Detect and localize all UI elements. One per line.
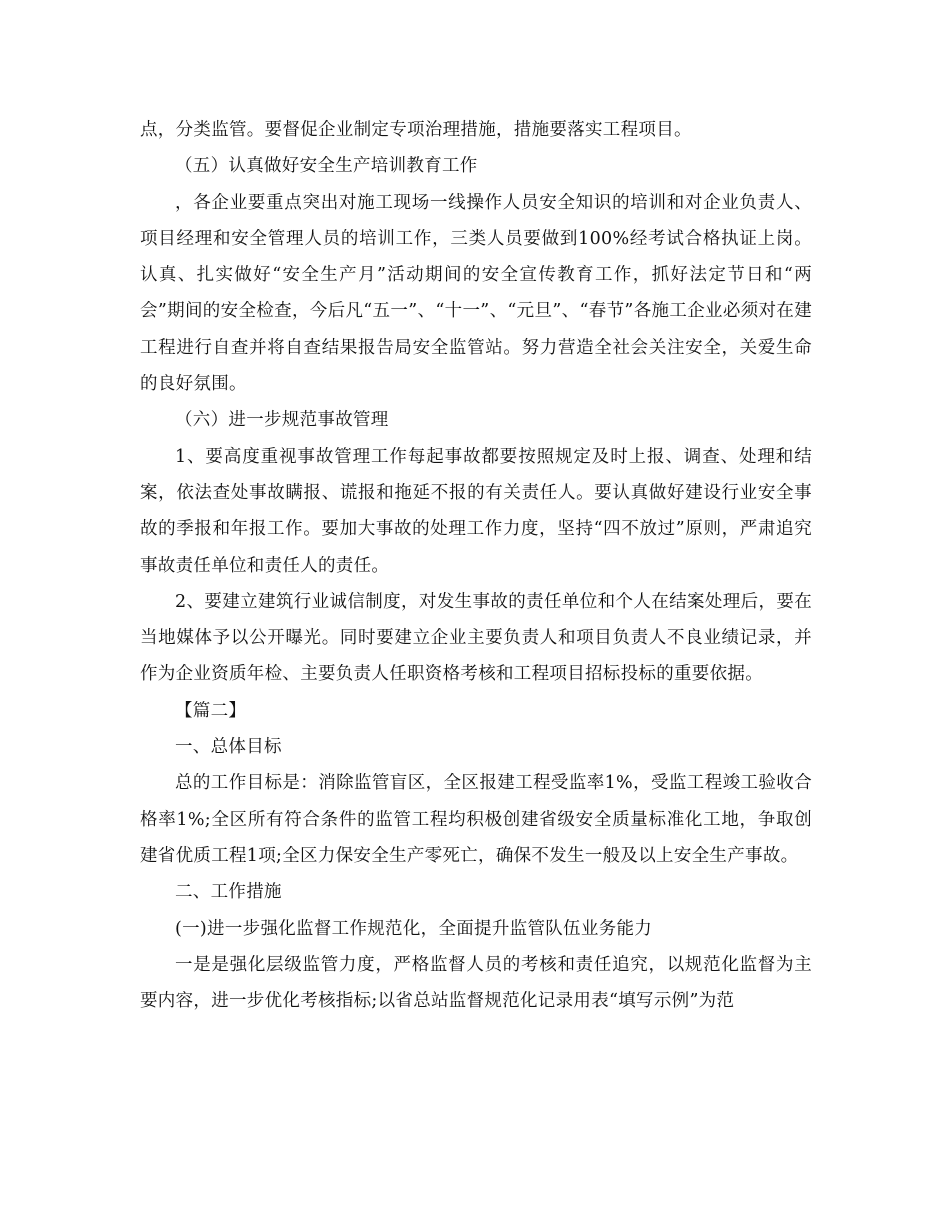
section-heading-six: （六）进一步规范事故管理	[175, 410, 389, 431]
paragraph-goals: 总的工作目标是：消除监管盲区，全区报建工程受监率1%，受监工程竣工验收合格率1%;全区所有符合条件的监管工程均积极创建省级安全质量标准化工地，争取创建省优质工程1项;全区力保安全生产零死亡，确保不发生一般及以上安全生产事故。	[140, 773, 812, 866]
part-two-heading: 【篇二】	[175, 700, 247, 721]
paragraph-accident-2: 2、要建立建筑行业诚信制度，对发生事故的责任单位和个人在结案处理后，要在当地媒体予以公开曝光。同时要建立企业主要负责人和项目负责人不良业绩记录，并作为企业资质年检、主要负责人任职资格考核和工程项目招标投标的重要依据。	[140, 591, 812, 685]
paragraph-accident-1: 1、要高度重视事故管理工作每起事故都要按照规定及时上报、调查、处理和结案，依法查处事故瞒报、谎报和拖延不报的有关责任人。要认真做好建设行业安全事故的季报和年报工作。要加大事故的处理工作力度，坚持“四不放过”原则，严肃追究事故责任单位和责任人的责任。	[140, 446, 812, 576]
paragraph-1: 点，分类监管。要督促企业制定专项治理措施，措施要落实工程项目。	[140, 120, 692, 140]
paragraph-measures-1: 一是是强化层级监管力度，严格监督人员的考核和责任追究，以规范化监督为主要内容，进一步优化考核指标;以省总站监督规范化记录用表“填写示例”为范	[140, 954, 812, 1012]
subsection-heading-one: (一)进一步强化监督工作规范化，全面提升监管队伍业务能力	[175, 918, 653, 939]
section-heading-five: （五）认真做好安全生产培训教育工作	[175, 156, 478, 177]
document-page	[140, 112, 812, 1019]
section-heading-goals: 一、总体目标	[175, 737, 282, 758]
paragraph-training: ，各企业要重点突出对施工现场一线操作人员安全知识的培训和对企业负责人、项目经理和安全管理人员的培训工作，三类人员要做到100%经考试合格执证上岗。认真、扎实做好“安全生产月”活动期间的安全宣传教育工作，抓好法定节日和“两会”期间的安全检查，今后凡“五一”、“十一”、“元旦”、“春节”各施工企业必须对在建工程进行自查并将自查结果报告局安全监管站。努力营造全社会关注安全，关爱生命的良好氛围。	[140, 192, 812, 395]
section-heading-measures: 二、工作措施	[175, 882, 282, 903]
